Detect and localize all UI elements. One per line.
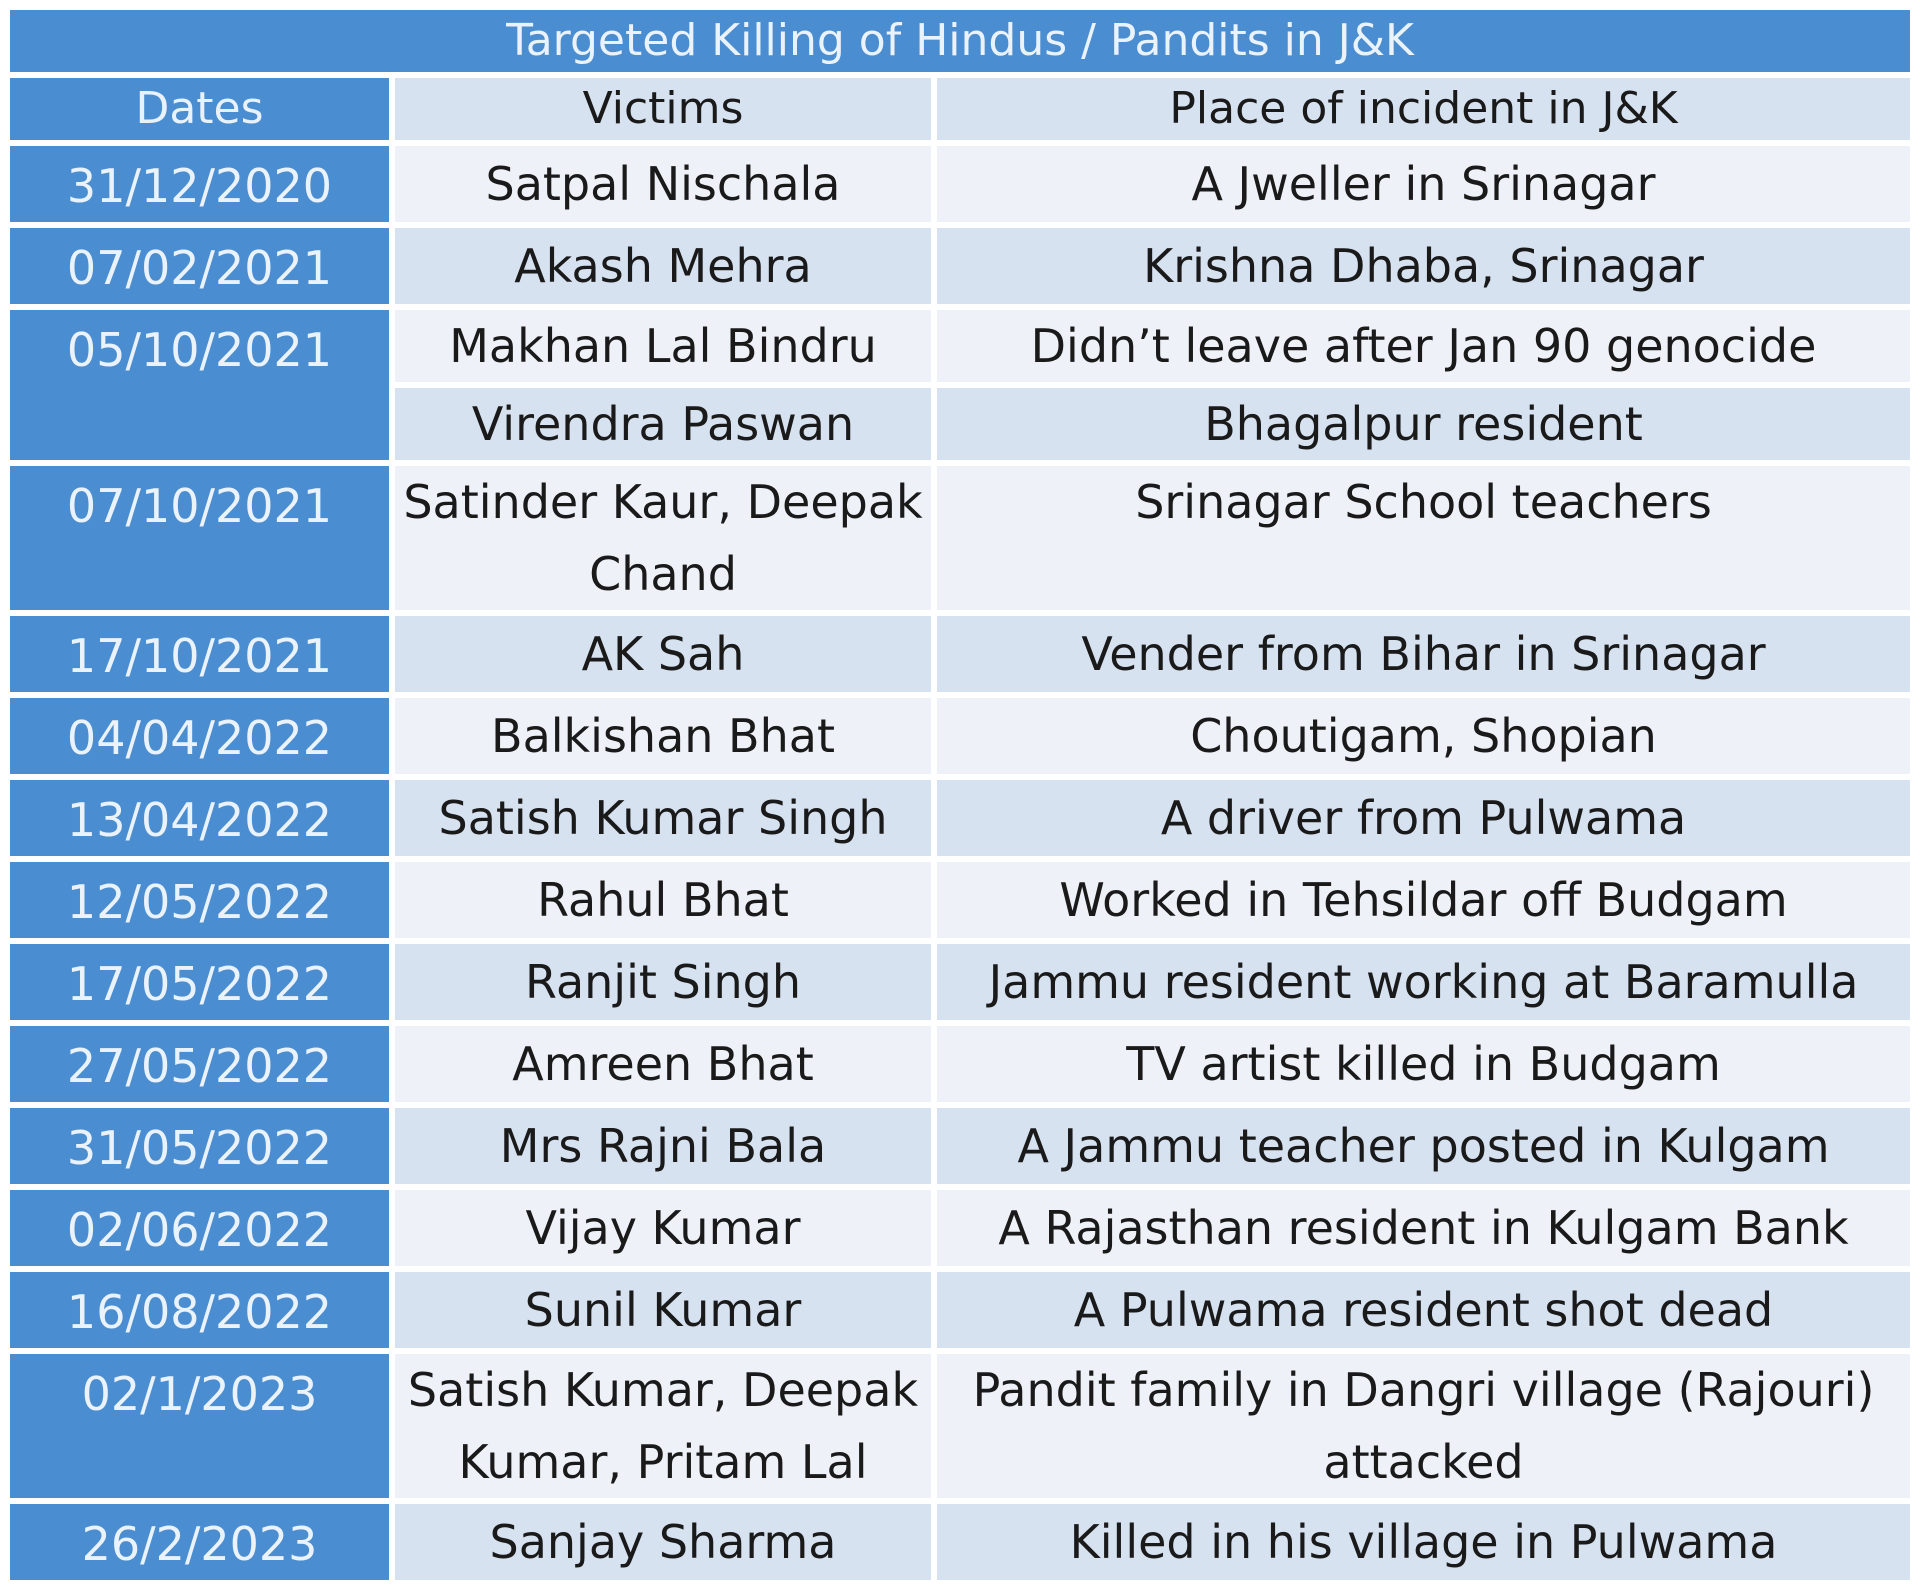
date-cell: 16/08/2022 — [10, 1272, 395, 1354]
table-row — [10, 1354, 1910, 1504]
date-cell: 04/04/2022 — [10, 698, 395, 780]
table-title: Targeted Killing of Hindus / Pandits in J&K — [10, 10, 1910, 78]
table-row — [10, 466, 1910, 616]
place-cell: Didn’t leave after Jan 90 genocide — [937, 310, 1910, 388]
place-cell: A Pulwama resident shot dead — [937, 1272, 1910, 1354]
header-place: Place of incident in J&K — [937, 78, 1910, 146]
victims-cell: Sunil Kumar — [395, 1272, 937, 1354]
victims-cell: Rahul Bhat — [395, 862, 937, 944]
place-cell: Pandit family in Dangri village (Rajouri) attacked — [937, 1354, 1910, 1504]
place-cell: Choutigam, Shopian — [937, 698, 1910, 780]
date-cell: 31/12/2020 — [10, 146, 395, 228]
date-cell: 27/05/2022 — [10, 1026, 395, 1108]
place-cell: A driver from Pulwama — [937, 780, 1910, 862]
table-row — [10, 616, 1910, 698]
killings-table — [10, 10, 1910, 1586]
table-container — [10, 10, 1910, 1571]
date-cell: 02/06/2022 — [10, 1190, 395, 1272]
date-cell: 07/10/2021 — [10, 466, 395, 616]
place-cell: Bhagalpur resident — [937, 388, 1910, 466]
date-cell: 17/10/2021 — [10, 616, 395, 698]
date-cell: 07/02/2021 — [10, 228, 395, 310]
date-cell: 05/10/2021 — [10, 310, 395, 466]
table-row — [10, 780, 1910, 862]
place-cell: Jammu resident working at Baramulla — [937, 944, 1910, 1026]
date-cell: 02/1/2023 — [10, 1354, 395, 1504]
header-victims: Victims — [395, 78, 937, 146]
date-cell: 17/05/2022 — [10, 944, 395, 1026]
table-row — [10, 1272, 1910, 1354]
title-row — [10, 10, 1910, 78]
place-cell: Vender from Bihar in Srinagar — [937, 616, 1910, 698]
victims-cell: Satpal Nischala — [395, 146, 937, 228]
victims-cell: Balkishan Bhat — [395, 698, 937, 780]
victims-cell: Sanjay Sharma — [395, 1504, 937, 1586]
table-row — [10, 146, 1910, 228]
date-cell: 31/05/2022 — [10, 1108, 395, 1190]
place-cell: TV artist killed in Budgam — [937, 1026, 1910, 1108]
header-dates: Dates — [10, 78, 395, 146]
table-row — [10, 1026, 1910, 1108]
place-cell: A Jweller in Srinagar — [937, 146, 1910, 228]
table-row — [10, 1190, 1910, 1272]
victims-cell: Satish Kumar, Deepak Kumar, Pritam Lal — [395, 1354, 937, 1504]
victims-cell: Makhan Lal Bindru — [395, 310, 937, 388]
place-cell: Worked in Tehsildar off Budgam — [937, 862, 1910, 944]
date-cell: 13/04/2022 — [10, 780, 395, 862]
victims-cell: Mrs Rajni Bala — [395, 1108, 937, 1190]
table-row — [10, 944, 1910, 1026]
place-cell: A Jammu teacher posted in Kulgam — [937, 1108, 1910, 1190]
table-row — [10, 1504, 1910, 1586]
victims-cell: Vijay Kumar — [395, 1190, 937, 1272]
victims-cell: Satish Kumar Singh — [395, 780, 937, 862]
table-row — [10, 1108, 1910, 1190]
victims-cell: Akash Mehra — [395, 228, 937, 310]
victims-cell: Virendra Paswan — [395, 388, 937, 466]
place-cell: Killed in his village in Pulwama — [937, 1504, 1910, 1586]
table-row — [10, 310, 1910, 388]
header-row — [10, 78, 1910, 146]
date-cell: 26/2/2023 — [10, 1504, 395, 1586]
date-cell: 12/05/2022 — [10, 862, 395, 944]
victims-cell: Amreen Bhat — [395, 1026, 937, 1108]
table-row — [10, 698, 1910, 780]
place-cell: Srinagar School teachers — [937, 466, 1910, 616]
victims-cell: Satinder Kaur, Deepak Chand — [395, 466, 937, 616]
table-row — [10, 862, 1910, 944]
place-cell: A Rajasthan resident in Kulgam Bank — [937, 1190, 1910, 1272]
table-row — [10, 228, 1910, 310]
victims-cell: AK Sah — [395, 616, 937, 698]
place-cell: Krishna Dhaba, Srinagar — [937, 228, 1910, 310]
victims-cell: Ranjit Singh — [395, 944, 937, 1026]
